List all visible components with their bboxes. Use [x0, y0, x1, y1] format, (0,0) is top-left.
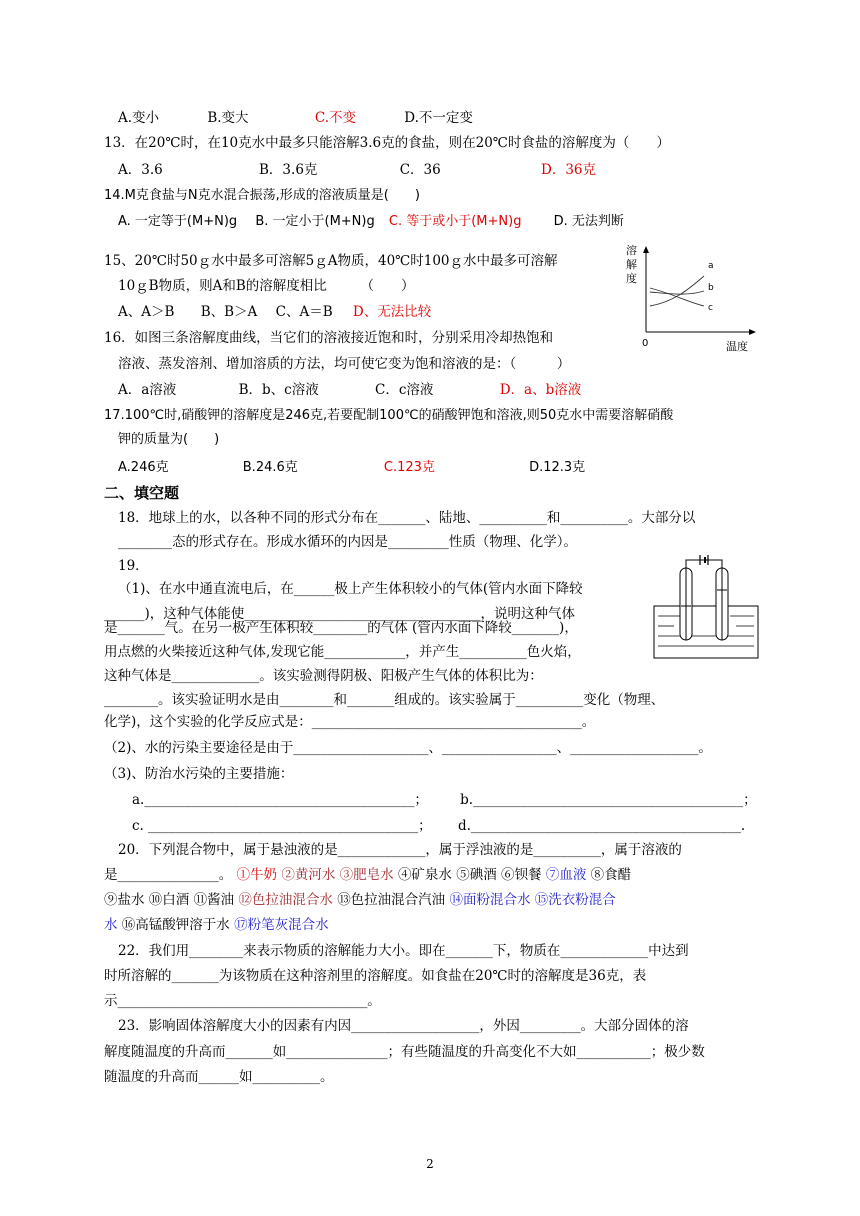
q16-stem-2: 溶液、蒸发溶剂、增加溶质的方法，均可使它变为饱和溶液的是：（ ） [118, 356, 571, 372]
item-salt-water: ⑨盐水 [104, 892, 145, 908]
y-label-1: 溶 [626, 244, 637, 257]
measure-c: c. ________________________________________； [132, 818, 432, 834]
option-b: B.24.6克 [242, 460, 298, 475]
y-arrow [643, 246, 649, 253]
q22-line-2: 时所溶解的_______为该物质在这种溶剂里的溶解度。如食盐在20℃时的溶解度是36克，表 [104, 968, 647, 984]
solubility-curve-figure [618, 240, 758, 358]
q19-3-measures-cd [132, 816, 745, 836]
option-a: A. 一定等于(M+N)g [118, 214, 238, 229]
option-c-answer: C.不变 [314, 110, 356, 126]
q17-stem-2: 钾的质量为( ) [118, 432, 220, 447]
item-salad-oil-gasoline: ⑬色拉油混合汽油 [337, 892, 446, 908]
water-hatching [658, 616, 754, 646]
q19-1-line-5: 这种气体是_____________。该实验测得阴极、阳极产生气体的体积比为： [104, 668, 543, 684]
q19-number: 19． [118, 558, 149, 574]
y-label-2: 解 [626, 258, 637, 271]
page-number: 2 [426, 1157, 434, 1171]
measure-b: b.________________________________________； [460, 792, 757, 808]
q23-line-1: 23．影响固体溶解度大小的因素有内因___________________，外因_________。大部分固体的溶 [118, 1018, 689, 1034]
item-white-wine: ⑩白酒 [148, 892, 190, 908]
q19-3-measures-ab [132, 790, 757, 810]
item-iodine-tincture: ⑤碘酒 [456, 867, 497, 883]
q20-items-line-1 [104, 865, 631, 885]
q19-1-line-7: 化学)，这个实验的化学反应式是：________________________________________。 [104, 714, 596, 730]
option-c: C、A＝B [275, 304, 333, 320]
option-c: C．c溶液 [375, 382, 434, 398]
q22-line-1: 22．我们用________来表示物质的溶解能力大小。即在_______下，物质在_____________中达到 [118, 943, 689, 959]
q16-stem-1: 16．如图三条溶解度曲线，当它们的溶液接近饱和时，分别采用冷却热饱和 [104, 330, 554, 346]
q22-line-3: 示_____________________________________。 [104, 993, 381, 1009]
q18-line-1: 18．地球上的水，以各种不同的形式分布在_______、陆地、__________和__________。大部分以 [118, 510, 696, 526]
item-blood: ⑦血液 [545, 867, 587, 883]
q23-line-2: 解度随温度的升高而_______如_______________；有些随温度的升高变化不大如___________；极少数 [104, 1044, 705, 1060]
curve-b-label: b [708, 283, 714, 293]
q13-stem: 13．在20℃时，在10克水中最多只能溶解3.6克的食盐，则在20℃时食盐的溶解度为（ ） [104, 135, 670, 151]
q17-stem-1: 17.100℃时,硝酸钾的溶解度是246克,若要配制100℃的硝酸钾饱和溶液,则50克水中需要溶解硝酸 [104, 408, 674, 423]
electrolysis-figure [650, 546, 762, 662]
option-a: A．3.6 [118, 162, 163, 178]
origin-label: 0 [642, 338, 649, 349]
curve-a [650, 276, 704, 306]
q20-items-line-2 [104, 890, 616, 910]
q17-options [118, 458, 585, 478]
measure-d: d.________________________________________. [457, 818, 746, 834]
item-permanganate-solution: ⑯高锰酸钾溶于水 [121, 917, 230, 933]
item-mineral-water: ④矿泉水 [397, 867, 452, 883]
item-vinegar: ⑧食醋 [590, 867, 632, 883]
curve-c [650, 288, 704, 306]
option-b: B、B＞A [200, 304, 258, 320]
item-soy-sauce: ⑪酱油 [193, 892, 235, 908]
q16-options [118, 380, 581, 400]
curve-c-label: c [708, 303, 713, 313]
item-flour-water: ⑭面粉混合水 [449, 892, 531, 908]
q19-1-line-6: ________。该实验证明水是由________和_______组成的。该实验属于__________变化（物理、 [104, 692, 665, 708]
option-d-answer: D、无法比较 [352, 304, 432, 320]
q23-line-3: 随温度的升高而______如__________。 [104, 1069, 334, 1085]
section-fill-in-title: 二、填空题 [104, 484, 180, 502]
q15-stem-1: 15、20℃时50ｇ水中最多可溶解5ｇA物质，40℃时100ｇ水中最多可溶解 [104, 253, 558, 269]
measure-a: a.________________________________________； [132, 792, 428, 808]
q20-items-line-3 [104, 915, 329, 935]
option-c: C．36 [399, 162, 441, 178]
curve-b [650, 291, 704, 294]
option-d-answer: D．a、b溶液 [499, 382, 582, 398]
option-c-answer: C. 等于或小于(M+N)g [388, 214, 522, 229]
option-b: B. 一定小于(M+N)g [255, 214, 375, 229]
option-a: A.246克 [118, 460, 169, 475]
item-milk: ①牛奶 [236, 867, 278, 883]
item-barium-meal: ⑥钡餐 [501, 867, 542, 883]
item-salad-oil-water: ⑫色拉油混合水 [238, 892, 333, 908]
option-d: D.不一定变 [404, 110, 473, 126]
x-arrow [749, 329, 756, 335]
q19-1-line-4: 用点燃的火柴接近这种气体,发现它能____________，并产生__________色火焰， [104, 644, 581, 660]
q15-stem-2: 10ｇB物质，则A和B的溶解度相比 （ ） [118, 278, 415, 294]
item-soap-water: ③肥皂水 [339, 867, 394, 883]
item-chalk-dust-water: ⑰粉笔灰混合水 [234, 917, 329, 933]
option-d-answer: D．36克 [541, 162, 597, 178]
option-b: B．b、c溶液 [238, 382, 319, 398]
q20-answer-blank: 是_______________。 [104, 867, 233, 883]
q19-1-line-2: ______)，这种气体能使___________________________________，说明这种气体 [104, 606, 576, 622]
curve-a-label: a [708, 261, 714, 271]
option-c-answer: C.123克 [383, 460, 435, 475]
item-detergent-water-cont: 水 [104, 917, 118, 933]
q19-3-heading: （3)、防治水污染的主要措施： [104, 766, 294, 782]
option-a: A．a溶液 [118, 382, 177, 398]
q12-options [118, 108, 473, 128]
q15-options [118, 302, 431, 322]
item-detergent-water: ⑮洗衣粉混合 [534, 892, 616, 908]
option-b: B．3.6克 [259, 162, 318, 178]
option-d: D.12.3克 [529, 460, 586, 475]
q14-options [118, 212, 624, 232]
q18-line-2: ________态的形式存在。形成水循环的内因是_________性质（物理、化学）。 [118, 534, 577, 550]
water-trough [654, 606, 758, 658]
y-label-3: 度 [626, 272, 637, 285]
x-label: 温度 [726, 340, 748, 353]
option-b: B.变大 [207, 110, 249, 126]
item-yellow-river-water: ②黄河水 [281, 867, 336, 883]
q13-options [118, 160, 596, 180]
q19-2-line: （2)、水的污染主要途径是由于____________________、_________________、___________________。 [104, 740, 712, 756]
q20-intro: 20．下列混合物中，属于悬浊液的是_____________，属于浮浊液的是__________，属于溶液的 [118, 842, 682, 858]
q19-1-line-1: （1)、在水中通直流电后，在______极上产生体积较小的气体(管内水面下降较 [118, 581, 583, 597]
q19-1-line-3: 是_______气。在另一极产生体积较________的气体 (管内水面下降较_______)， [104, 620, 578, 636]
option-a: A、A＞B [118, 304, 175, 320]
option-a: A.变小 [118, 110, 160, 126]
q14-stem: 14.M克食盐与N克水混合振荡,形成的溶液质量是( ) [104, 188, 420, 203]
option-d: D. 无法判断 [553, 214, 624, 229]
